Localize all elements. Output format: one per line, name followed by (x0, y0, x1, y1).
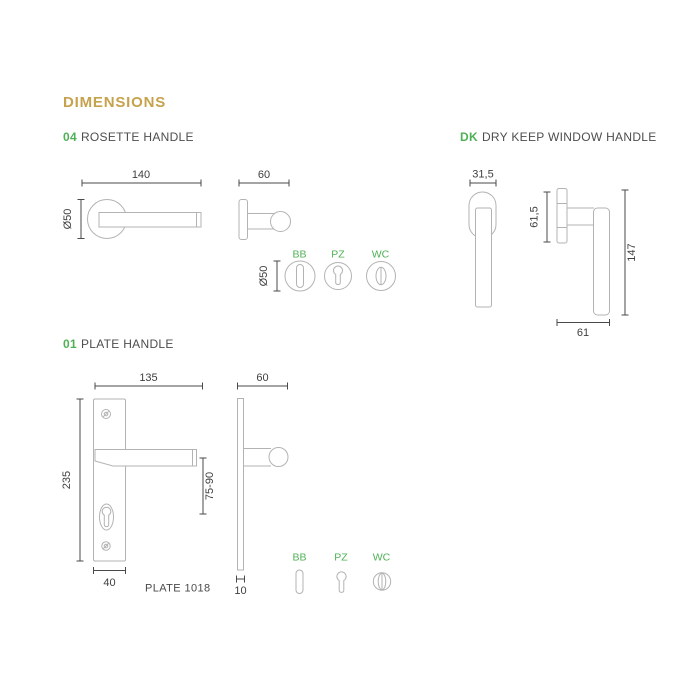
page-title: DIMENSIONS (63, 94, 167, 111)
dk-front-view (469, 169, 496, 308)
bb-keyhole-icon (297, 265, 304, 288)
section-code-04: 04 (63, 130, 77, 144)
dim-label-60: 60 (257, 169, 271, 181)
bb-escutcheon-circle (285, 261, 315, 291)
variant-label-wc: WC (371, 248, 390, 261)
dim-label-escutcheon-diameter: Ø50 (258, 265, 270, 287)
plate-variant-label-wc: WC (372, 551, 391, 564)
dim-label-40: 40 (103, 577, 116, 589)
dimension-escutcheon-diameter (258, 261, 281, 291)
dim-label-10: 10 (234, 585, 247, 597)
dim-label-135: 135 (139, 372, 158, 384)
dk-side-view (529, 189, 639, 340)
dim-label-235: 235 (61, 470, 73, 490)
pz-keyhole-icon (334, 266, 343, 284)
lever-handle (99, 213, 201, 228)
dimension-40 (94, 567, 126, 589)
rosette-front-view (62, 169, 201, 239)
backplate-side-profile (238, 399, 244, 571)
euro-cylinder-keyhole (100, 504, 114, 530)
section-label-rosette: ROSETTE HANDLE (80, 130, 194, 144)
dimension-147 (622, 190, 639, 315)
section-label-dk: DRY KEEP WINDOW HANDLE (481, 130, 657, 144)
plate-model-label: PLATE 1018 (145, 582, 211, 595)
section-code-dk: DK (460, 130, 478, 144)
dimension-60 (239, 169, 289, 187)
dim-label-140: 140 (131, 169, 151, 181)
plate-grip-end (269, 448, 288, 467)
variant-wc-escutcheon (367, 249, 396, 291)
variant-bb-escutcheon (285, 249, 315, 292)
dim-label-diameter-50: Ø50 (62, 208, 74, 230)
dim-label-75-90: 75-90 (204, 471, 216, 501)
plate-variant-wc (373, 552, 391, 591)
plate-variant-bb (292, 552, 306, 594)
top-screw-icon (102, 410, 111, 419)
dimension-10 (234, 576, 246, 598)
handle-grip-end (271, 212, 291, 232)
dimension-61 (557, 319, 610, 339)
variant-label-pz: PZ (331, 248, 345, 261)
plate-variant-pz (334, 552, 348, 593)
dk-handle-grip (594, 208, 610, 315)
plate-front-view (61, 372, 216, 595)
plate-variant-label-pz: PZ (334, 551, 348, 564)
plate-variants-row (292, 552, 390, 594)
dim-label-depth-60: 60 (256, 372, 269, 384)
section-code-01: 01 (63, 337, 77, 351)
dimension-rosette-diameter (62, 200, 85, 239)
backplate (94, 399, 126, 561)
dim-label-31-5: 31,5 (472, 168, 494, 181)
dimension-61-5 (529, 192, 551, 242)
dimension-140 (82, 169, 201, 187)
dimension-depth-60 (238, 372, 288, 390)
variant-pz-escutcheon (325, 249, 352, 290)
rosette-side-profile (239, 200, 248, 240)
plate-side-view (234, 372, 288, 597)
plate-bb-keyhole-icon (296, 570, 303, 594)
plate-variant-label-bb: BB (292, 551, 307, 564)
section-label-plate: PLATE HANDLE (80, 337, 174, 351)
dim-label-61: 61 (576, 327, 590, 339)
dimension-75-90 (200, 458, 217, 514)
escutcheon-variants-row (258, 249, 396, 292)
dim-label-147: 147 (626, 243, 638, 262)
dimension-235 (61, 399, 84, 561)
dim-label-61-5: 61,5 (528, 206, 541, 228)
bottom-screw-icon (102, 542, 110, 550)
plate-lever-handle (95, 450, 197, 467)
dk-rosette-side-profile (557, 189, 567, 244)
rosette-side-view (239, 169, 291, 240)
dimension-135 (95, 372, 203, 390)
dk-handle-front (476, 208, 492, 307)
pz-escutcheon-circle (325, 263, 352, 290)
plate-pz-keyhole-icon (337, 572, 346, 592)
variant-label-bb: BB (292, 248, 307, 261)
dimension-31-5 (470, 169, 496, 187)
